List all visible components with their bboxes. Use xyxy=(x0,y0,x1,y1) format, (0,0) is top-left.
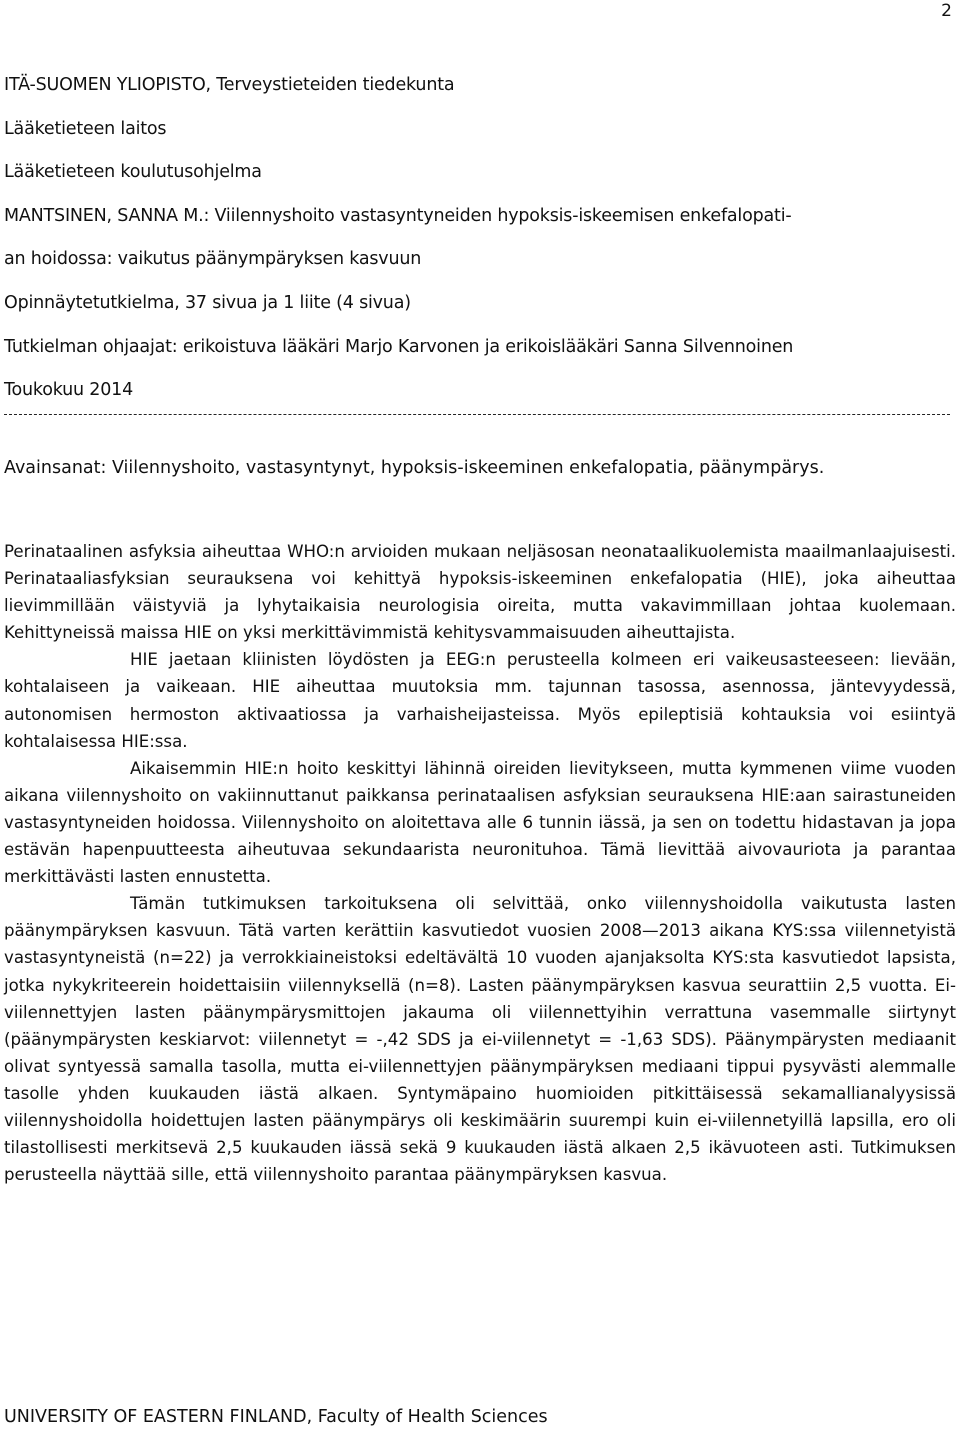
date: Toukokuu 2014 xyxy=(4,380,134,401)
degree-programme: Lääketieteen koulutusohjelma xyxy=(4,162,262,183)
keywords: Avainsanat: Viilennyshoito, vastasyntynyt, hypoksis-iskeeminen enkefalopatia, päänympärys. xyxy=(4,458,825,478)
footer-university: UNIVERSITY OF EASTERN FINLAND, Faculty of Health Sciences xyxy=(4,1407,548,1427)
abstract-paragraph: HIE jaetaan kliinisten löydösten ja EEG:n perusteella kolmeen eri vaikeusasteeseen: lievään, kohtalaiseen ja vaikeaan. HIE aiheuttaa muutoksia mm. tajunnan tasossa, asennossa, jäntevyydessä, autonomisen hermoston aktivaatiossa ja varhaisheijasteissa. Myös epileptisiä kohtauksia voi esiintyä kohtalaisessa HIE:ssa. xyxy=(4,650,956,751)
supervisors: Tutkielman ohjaajat: erikoistuva lääkäri Marjo Karvonen ja erikoislääkäri Sanna Silvennoinen xyxy=(4,336,794,357)
thesis-extent: Opinnäytetutkielma, 37 sivua ja 1 liite (4 sivua) xyxy=(4,292,411,313)
university-faculty: ITÄ-SUOMEN YLIOPISTO, Terveystieteiden tiedekunta xyxy=(4,75,455,95)
department: Lääketieteen laitos xyxy=(4,118,167,139)
abstract-body xyxy=(4,538,956,1188)
author-title-line-2: an hoidossa: vaikutus päänympäryksen kasvuun xyxy=(4,249,422,270)
abstract-paragraph: Aikaisemmin HIE:n hoito keskittyi lähinnä oireiden lievitykseen, mutta kymmenen viime vuoden aikana viilennyshoito on vakiinnuttanut paikkansa perinataalisen asfyksian seurauksena HIE:aan sairastuneiden vastasyntyneiden hoidossa. Viilennyshoito on aloitettava alle 6 tunnin iässä, ja sen on todettu hidastavan ja jopa estävän hapenpuutteesta aiheutuvaa sekundaarista neuronituhoa. Tämä lievittää aivovauriota ja parantaa merkittävästi lasten ennustetta. xyxy=(4,758,956,887)
author-title-line-1: MANTSINEN, SANNA M.: Viilennyshoito vastasyntyneiden hypoksis-iskeemisen enkefalopati- xyxy=(4,205,792,226)
thesis-header xyxy=(4,64,954,413)
abstract-paragraph: Tämän tutkimuksen tarkoituksena oli selvittää, onko viilennyshoidolla vaikutusta lasten päänympäryksen kasvuun. Tätä varten kerättiin kasvutiedot vuosien 2008—2013 aikana KYS:ssa viilennetyistä vastasyntyneistä (n=22) ja verrokkiaineistoksi edeltävältä 10 vuoden ajanjaksolta KYS:sta kasvutiedot lapsista, jotka nykykriteerein hoidettaisiin viilennyksellä (n=8). Lasten päänympäryksen kasvua seurattiin 2,5 vuotta. Ei-viilennettyjen lasten päänympärysmittojen jakauma oli viilennettyihin verrattuna vasemmalle siirtynyt (päänympärysten keskiarvot: viilennetyt = -,42 SDS ja ei-viilennetyt = -1,63 SDS). Päänympärysten mediaanit olivat syntyessä samalla tasolla, mutta ei-viilennettyjen päänympäryksen mediaani tippui pysyvästi alemmalle tasolle yhden kuukauden iästä alkaen. Syntymäpaino huomioiden pitkittäisessä sekamallianalyysissä viilennyshoidolla hoidettujen lasten päänympärys oli keskimäärin suurempi kuin ei-viilennetyillä lapsilla, ero oli tilastollisesti merkitsevä 2,5 kuukauden iässä sekä 9 kuukauden iästä alkaen 2,5 ikävuoteen asti. Tutkimuksen perusteella näyttää sille, että viilennyshoito parantaa päänympäryksen kasvua. xyxy=(4,894,956,1185)
page-number: 2 xyxy=(941,1,952,21)
abstract-paragraph: Perinataalinen asfyksia aiheuttaa WHO:n arvioiden mukaan neljäsosan neonataalikuolemista maailmanlaajuisesti. Perinataaliasfyksian seurauksena voi kehittyä hypoksis-iskeeminen enkefalopatia (HIE), joka aiheuttaa lievimmillään väistyviä ja lyhytaikaisia neurologisia oireita, mutta vakavimmillaan johtaa kuolemaan. Kehittyneissä maissa HIE on yksi merkittävimmistä kehitysvammaisuuden aiheuttajista. xyxy=(4,542,956,643)
dashed-divider xyxy=(4,414,950,415)
